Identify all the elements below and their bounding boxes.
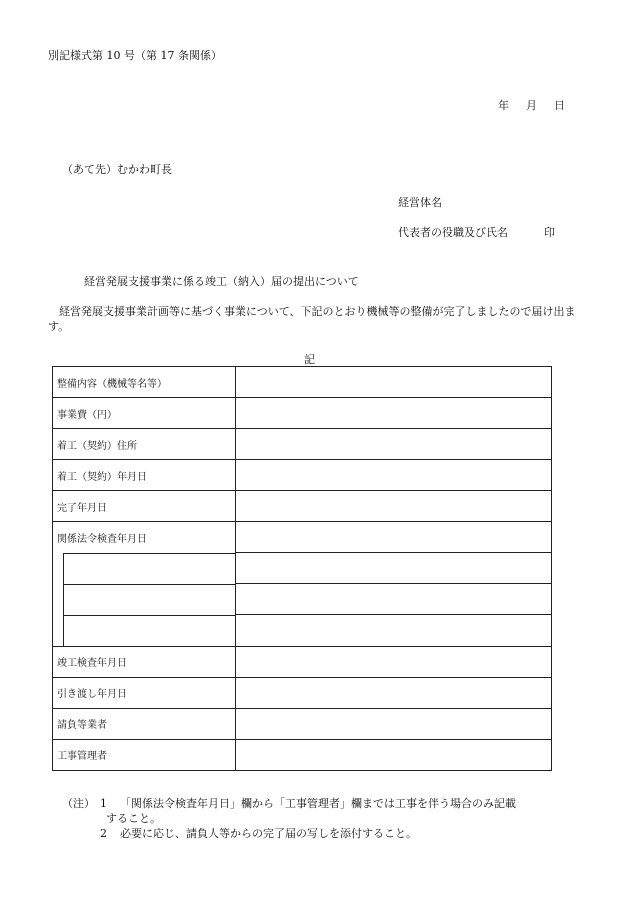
- date-month-label: 月: [526, 99, 538, 112]
- row-label: 着工（契約）住所: [53, 429, 236, 460]
- table-row: [53, 708, 552, 739]
- row-label: 関係法令検査年月日: [53, 522, 236, 553]
- table-subrow: [53, 584, 552, 615]
- row-value[interactable]: [236, 708, 552, 739]
- row-value[interactable]: [236, 367, 552, 398]
- row-value[interactable]: [236, 398, 552, 429]
- table-row: [53, 367, 552, 398]
- note-text: 「関係法令検査年月日」欄から「工事管理者」欄までは工事を伴う場合のみ記載: [120, 797, 516, 810]
- table-row: [53, 646, 552, 677]
- table-row: [53, 460, 552, 491]
- row-value[interactable]: [236, 677, 552, 708]
- table-subrow: [53, 553, 552, 584]
- row-value[interactable]: [236, 522, 552, 553]
- note-text-continuation: すること。: [106, 812, 161, 825]
- row-label: 事業費（円）: [53, 398, 236, 429]
- subrow-label: [53, 615, 236, 647]
- business-name-label: 経営体名: [398, 196, 442, 209]
- notes-label: （注）: [62, 797, 95, 810]
- row-value[interactable]: [236, 429, 552, 460]
- row-value[interactable]: [236, 460, 552, 491]
- date-line: [498, 97, 566, 113]
- date-year-label: 年: [498, 99, 510, 112]
- form-number: 別記様式第 10 号（第 17 条関係）: [48, 49, 222, 62]
- row-label: 竣工検査年月日: [53, 646, 236, 677]
- note-number: 2: [100, 827, 107, 840]
- document-title: 経営発展支援事業に係る竣工（納入）届の提出について: [84, 275, 359, 288]
- subrow-value[interactable]: [236, 615, 552, 647]
- row-label: 整備内容（機械等名等）: [53, 367, 236, 398]
- row-label: 着工（契約）年月日: [53, 460, 236, 491]
- completion-report-table: [52, 366, 552, 771]
- ki-heading: 記: [304, 353, 315, 366]
- table-row: [53, 398, 552, 429]
- subrow-value[interactable]: [236, 553, 552, 584]
- seal-mark: 印: [544, 226, 555, 239]
- subrow-label: [53, 584, 236, 615]
- note-number: 1: [100, 797, 107, 810]
- table-subrow: [53, 615, 552, 647]
- table-row: [53, 491, 552, 522]
- row-label: 請負等業者: [53, 708, 236, 739]
- table-row: [53, 522, 552, 553]
- table-row: [53, 429, 552, 460]
- row-value[interactable]: [236, 646, 552, 677]
- subrow-label: [53, 553, 236, 584]
- body-text: 経営発展支援事業計画等に基づく事業について、下記のとおり機械等の整備が完了しましたので届け出ます。: [48, 305, 576, 333]
- note-text: 必要に応じ、請負人等からの完了届の写しを添付すること。: [120, 827, 417, 840]
- row-value[interactable]: [236, 491, 552, 522]
- row-label: 完了年月日: [53, 491, 236, 522]
- row-value[interactable]: [236, 739, 552, 770]
- subrow-value[interactable]: [236, 584, 552, 615]
- row-label: 工事管理者: [53, 739, 236, 770]
- representative-line: [398, 224, 555, 240]
- addressee: （あて先）むかわ町長: [62, 163, 172, 176]
- table-row: [53, 677, 552, 708]
- table-row: [53, 739, 552, 770]
- date-day-label: 日: [554, 99, 566, 112]
- representative-label: 代表者の役職及び氏名: [398, 226, 508, 239]
- row-label: 引き渡し年月日: [53, 677, 236, 708]
